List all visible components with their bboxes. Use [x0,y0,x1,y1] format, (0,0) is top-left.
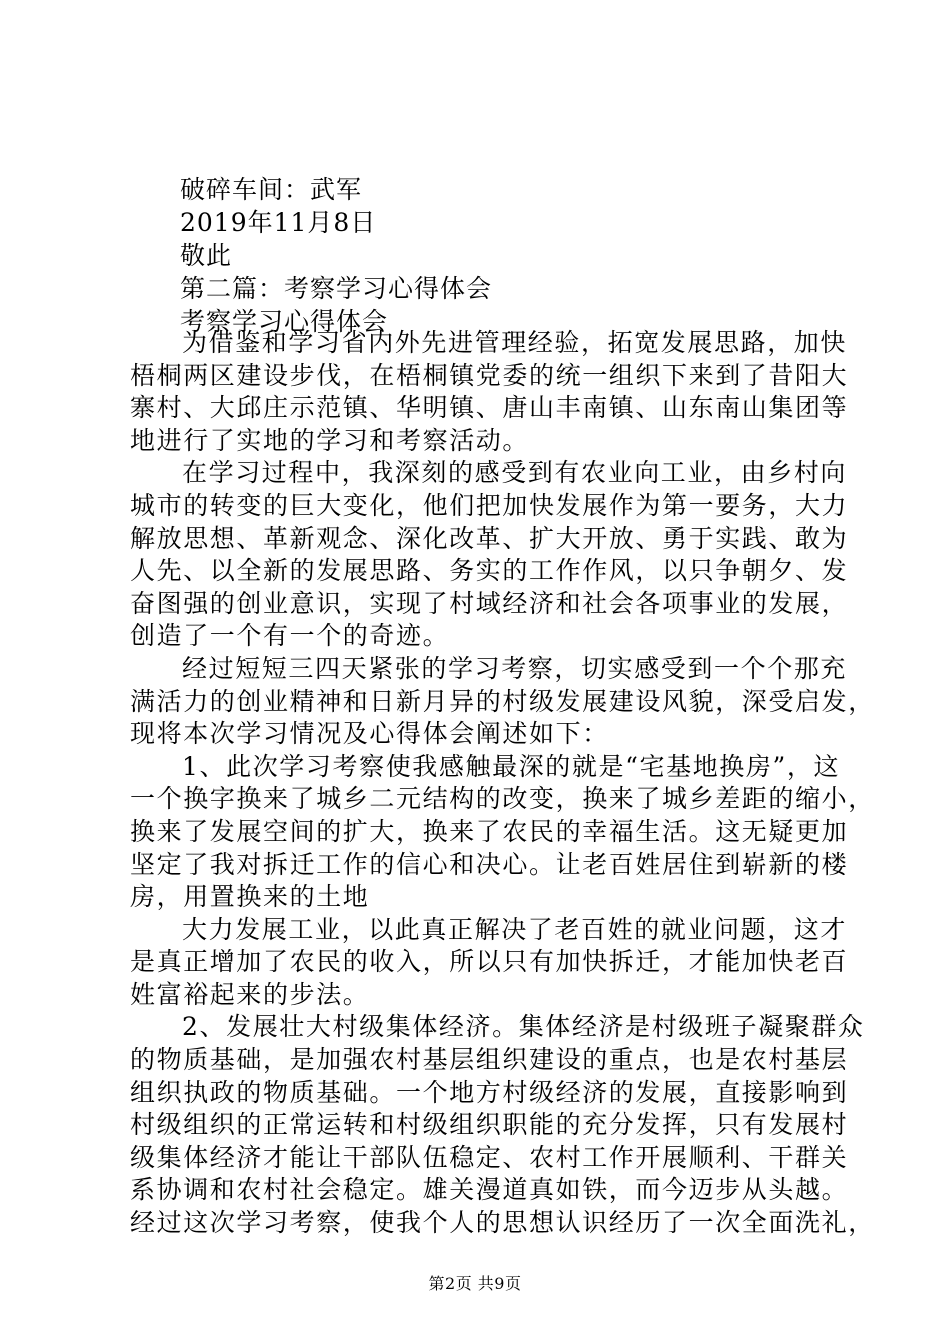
body-paragraph [130,457,849,653]
paragraph-line: 是真正增加了农民的收入，所以只有加快拆迁，才能加快老百 [130,947,849,977]
paragraph-line: 现将本次学习情况及心得体会阐述如下： [130,719,609,749]
body-paragraph [130,751,875,914]
workshop-signature: 破碎车间：武军 [180,175,363,204]
paragraph-line: 地进行了实地的学习和考察活动。 [130,425,530,455]
paragraph-line: 解放思想、革新观念、深化改革、扩大开放、勇于实践、敢为 [130,523,849,553]
signature-date: 2019年11月8日 [180,208,377,237]
paragraph-line: 梧桐两区建设步伐，在梧桐镇党委的统一组织下来到了昔阳大 [130,360,849,390]
paragraph-line: 经过短短三四天紧张的学习考察，切实感受到一个个那充 [182,653,848,683]
article-title: 考察学习心得体会 [180,307,389,336]
page-number: 第2页 共9页 [428,1274,522,1293]
paragraph-line: 1、此次学习考察使我感触最深的就是“宅基地换房”，这 [182,751,841,781]
paragraph-line: 级集体经济才能让干部队伍稳定、农村工作开展顺利、干群关 [130,1142,849,1172]
paragraph-line: 组织执政的物质基础。一个地方村级经济的发展，直接影响到 [130,1077,849,1107]
paragraph-line: 为借鉴和学习省内外先进管理经验，拓宽发展思路，加快 [182,328,848,357]
paragraph-line: 换来了发展空间的扩大，换来了农民的幸福生活。这无疑更加 [130,816,849,846]
header-block [180,173,860,338]
body-paragraph [130,653,875,751]
body-paragraph [130,914,849,1012]
paragraph-line: 人先、以全新的发展思路、务实的工作作风，以只争朝夕、发 [130,556,849,586]
paragraph-line: 城市的转变的巨大变化，他们把加快发展作为第一要务，大力 [130,490,849,520]
paragraph-line: 系协调和农村社会稳定。雄关漫道真如铁，而今迈步从头越。 [130,1175,849,1205]
paragraph-line: 寨村、大邱庄示范镇、华明镇、唐山丰南镇、山东南山集团等 [130,393,849,423]
body-paragraph [130,1011,875,1239]
paragraph-line: 大力发展工业，以此真正解决了老百姓的就业问题，这才 [182,914,848,944]
paragraph-line: 房，用置换来的土地 [130,882,370,912]
paragraph-line: 奋图强的创业意识，实现了村域经济和社会各项事业的发展， [130,588,849,618]
paragraph-line: 在学习过程中，我深刻的感受到有农业向工业，由乡村向 [182,458,848,488]
article-body [130,327,875,1240]
body-paragraph [130,327,849,457]
paragraph-line: 的物质基础，是加强农村基层组织建设的重点，也是农村基层 [130,1045,849,1075]
paragraph-line: 创造了一个有一个的奇迹。 [130,621,450,651]
section-title: 第二篇：考察学习心得体会 [180,274,493,303]
paragraph-line: 满活力的创业精神和日新月异的村级发展建设风貌，深受启发， [130,686,875,716]
paragraph-line: 经过这次学习考察，使我个人的思想认识经历了一次全面洗礼， [130,1208,875,1238]
paragraph-line: 2、发展壮大村级集体经济。集体经济是村级班子凝聚群众 [182,1012,865,1042]
paragraph-line: 村级组织的正常运转和村级组织职能的充分发挥，只有发展村 [130,1110,849,1140]
paragraph-line: 姓富裕起来的步法。 [130,979,370,1009]
paragraph-line: 坚定了我对拆迁工作的信心和决心。让老百姓居住到崭新的楼 [130,849,849,879]
paragraph-line: 一个换字换来了城乡二元结构的改变，换来了城乡差距的缩小， [130,784,875,814]
closing-salutation: 敬此 [180,241,233,270]
